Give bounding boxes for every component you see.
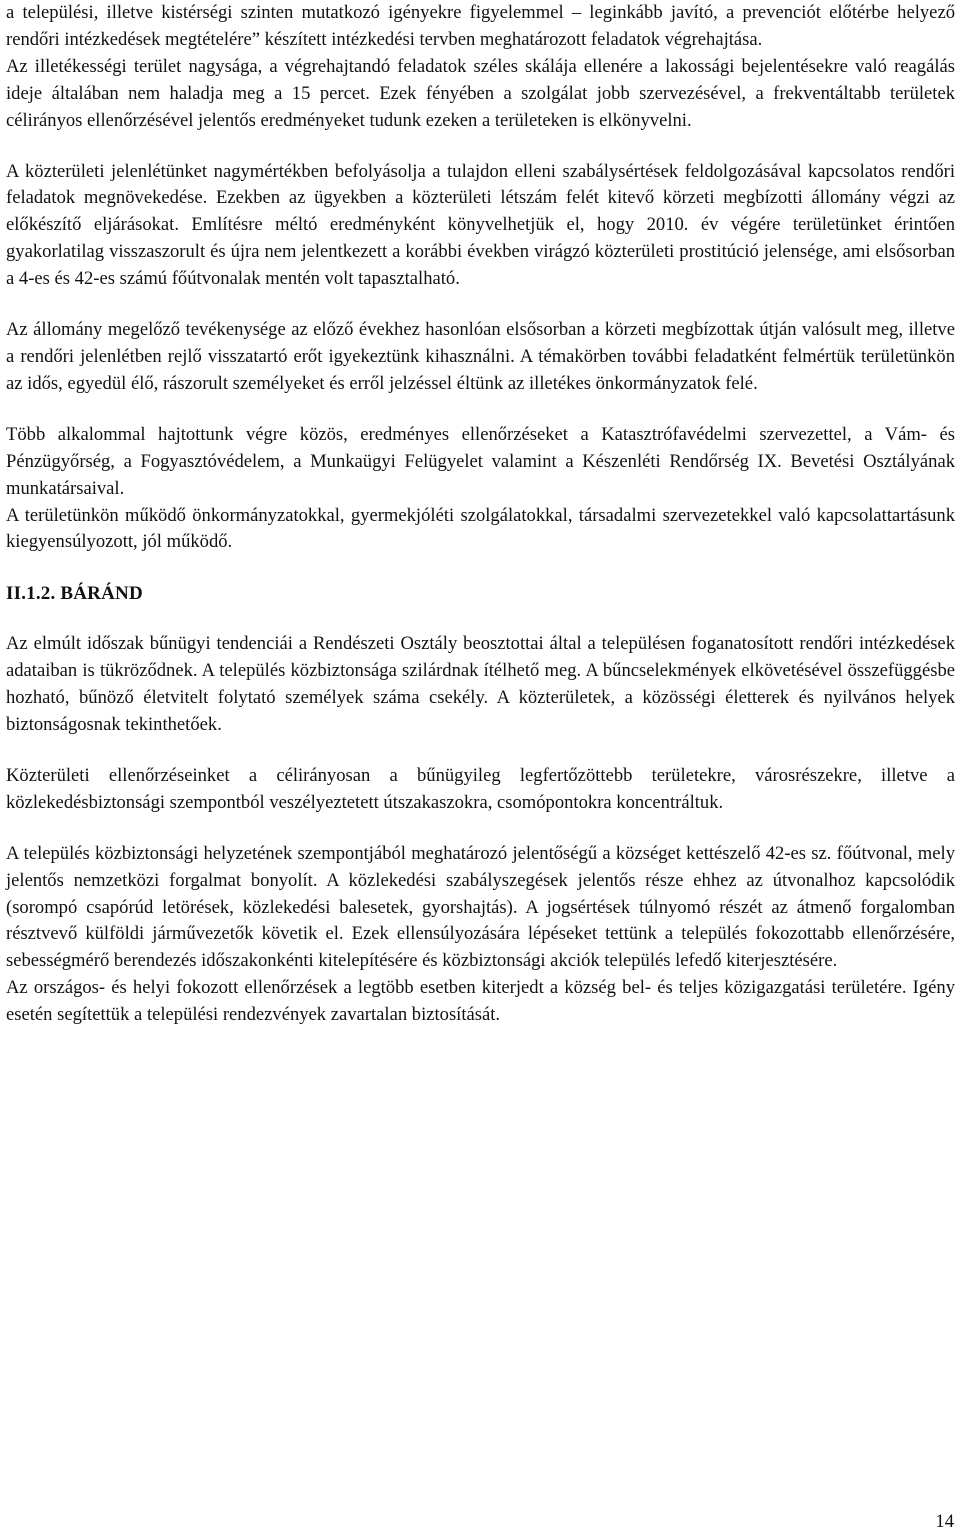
spacer xyxy=(6,817,955,841)
spacer xyxy=(6,398,955,422)
paragraph-response-time: Az illetékességi terület nagysága, a végrehajtandó feladatok széles skálája ellenére a lakossági bejelentésekre való reagálás ideje általában nem haladja meg a 15 percet. Ezek fényében a szolgálat jobb szervezésével, a frekventáltabb területek célirányos ellenőrzésével jelentős eredményeket tudunk ezeken a területeken is elkönyvelni. xyxy=(6,55,955,131)
paragraph-public-presence: A közterületi jelenlétünket nagymértékben befolyásolja a tulajdon elleni szabálysértések feldolgozásával kapcsolatos rendőri feladatok megnövekedése. Ezekben az ügyekben a közterületi létszám felét kitevő körzeti megbízotti állomány végzi az előkészítő eljárásokat. Említésre méltó eredményként könyvelhetjük el, hogy 2010. év végére területünket érintően gyakorlatilag visszaszorult és újra nem jelentkezett a korábbi években virágzó közterületi prostitúció jelensége, ami elsősorban a 4-es és 42-es számú főútvonalak mentén volt tapasztalható. xyxy=(6,160,955,290)
spacer xyxy=(6,607,955,631)
paragraph-main-road: A település közbiztonsági helyzetének szempontjából meghatározó jelentőségű a községet kettészelő 42-es sz. főútvonal, mely jelentős nemzetközi forgalmat bonyolít. A közlekedési szabályszegések jelentős része ehhez az útvonalhoz kapcsolódik (sorompó csapórúd letörések, közlekedési balesetek, gyorshajtás). A jogsértések túlnyomó részét az átmenő forgalomban résztvevő külföldi járművezetők követik el. Ezek ellensúlyozására lépéseket tettünk a település fokozottabb ellenőrzésére, sebességmérő berendezés időszakonkénti kitelepítésére és közbiztonsági akciók település lefedő kiterjesztésére. xyxy=(6,842,955,972)
paragraph-crime-trends: Az elmúlt időszak bűnügyi tendenciái a Rendészeti Osztály beosztottai által a településen foganatosított rendőri intézkedések adataiban is tükröződnek. A település közbiztonsága szilárdnak ítélhető meg. A bűncselekmények elkövetésével összefüggésbe hozható, bűnöző életvitelt folytató személyek száma csekély. A közterületek, a közösségi életterek és nyilvános helyek biztonságosnak tekinthetőek. xyxy=(6,633,955,736)
paragraph-intro: a települési, illetve kistérségi szinten mutatkozó igényekre figyelemmel – leginkább javító, a prevenciót előtérbe helyező rendőri intézkedések megtételére” készített intézkedési tervben meghatározott feladatok végrehajtása. xyxy=(6,2,955,50)
spacer xyxy=(6,293,955,317)
paragraph-national-checks: Az országos- és helyi fokozott ellenőrzések a legtöbb esetben kiterjedt a község bel- és teljes közigazgatási területére. Igény esetén segítettük a települési rendezvények zavartalan biztosítását. xyxy=(6,977,955,1026)
spacer xyxy=(6,739,955,763)
paragraph-prevention: Az állomány megelőző tevékenysége az előző évekhez hasonlóan elsősorban a körzeti megbízottak útján valósult meg, illetve a rendőri jelenlétben rejlő visszatartó erőt igyekeztünk kihasználni. A témakörben további feladatként felmértük területünkön az idős, egyedül élő, rászorult személyeket és erről jelzéssel éltünk az illetékes önkormányzatok felé. xyxy=(6,319,955,394)
document-page xyxy=(6,0,955,1029)
spacer xyxy=(6,135,955,159)
spacer xyxy=(6,556,955,580)
section-heading: II.1.2. BÁRÁND xyxy=(6,583,143,605)
paragraph-public-checks: Közterületi ellenőrzéseinket a célirányosan a bűnügyileg legfertőzöttebb területekre, városrészekre, illetve a közlekedésbiztonsági szempontból veszélyeztetett útszakaszokra, csomópontokra koncentráltuk. xyxy=(6,764,955,813)
paragraph-cooperation: A területünkön működő önkormányzatokkal, gyermekjóléti szolgálatokkal, társadalmi szervezetekkel való kapcsolattartásunk kiegyensúlyozott, jól működő. xyxy=(6,504,955,553)
paragraph-joint-checks: Több alkalommal hajtottunk végre közös, eredményes ellenőrzéseket a Katasztrófavédelmi szervezettel, a Vám- és Pénzügyőrség, a Fogyasztóvédelem, a Munkaügyi Felügyelet valamint a Készenléti Rendőrség IX. Bevetési Osztályának munkatársaival. xyxy=(6,423,955,499)
page-number: 14 xyxy=(935,1511,954,1532)
